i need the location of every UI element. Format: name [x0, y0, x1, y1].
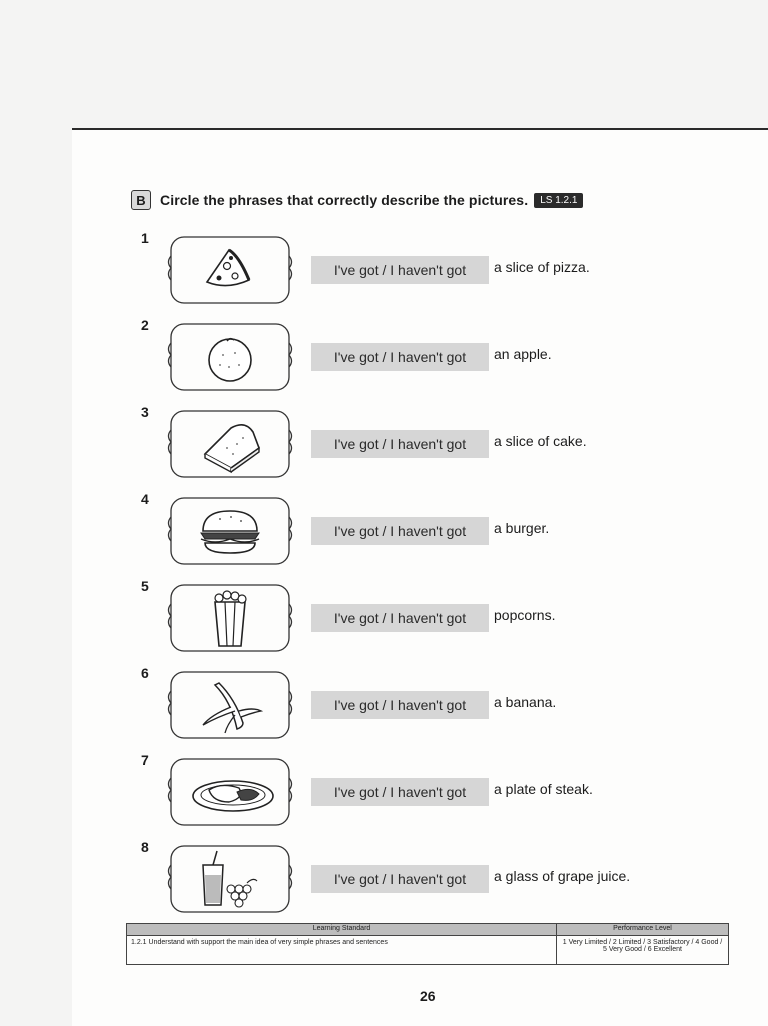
picture-frame: [165, 497, 295, 565]
steak-plate-icon: [193, 781, 273, 811]
worksheet-page: [72, 128, 768, 1026]
choice-phrase[interactable]: I've got / I haven't got: [311, 691, 489, 719]
choice-phrase[interactable]: I've got / I haven't got: [311, 517, 489, 545]
sentence-ending: an apple.: [494, 346, 552, 362]
item-number: 8: [141, 839, 149, 855]
page-number: 26: [420, 988, 436, 1004]
section-letter: B: [131, 190, 151, 210]
grape-juice-icon: [203, 851, 257, 907]
sentence-ending: a burger.: [494, 520, 550, 536]
exercise-item: [72, 317, 768, 404]
choice-phrase[interactable]: I've got / I haven't got: [311, 256, 489, 284]
learning-standard-badge: LS 1.2.1: [534, 193, 583, 208]
pizza-slice-icon: [207, 250, 249, 286]
picture-frame: [165, 758, 295, 826]
picture-frame: [165, 236, 295, 304]
bread-slice-icon: [205, 425, 259, 472]
exercise-item: [72, 404, 768, 491]
sentence-ending: popcorns.: [494, 607, 556, 623]
learning-standard-cell: 1.2.1 Understand with support the main idea of very simple phrases and sentences: [127, 936, 557, 964]
apple-icon: [209, 339, 251, 381]
exercise-item: [72, 752, 768, 839]
sentence-ending: a glass of grape juice.: [494, 868, 631, 884]
choice-phrase[interactable]: I've got / I haven't got: [311, 604, 489, 632]
picture-frame: [165, 845, 295, 913]
sentence-ending: a banana.: [494, 694, 557, 710]
table-row: [127, 936, 728, 964]
sentence-ending: a slice of pizza.: [494, 259, 590, 275]
sentence-ending: a slice of cake.: [494, 433, 587, 449]
item-number: 7: [141, 752, 149, 768]
instruction-text: Circle the phrases that correctly describe the pictures.: [160, 192, 529, 208]
performance-level-cell: 1 Very Limited / 2 Limited / 3 Satisfactory / 4 Good / 5 Very Good / 6 Excellent: [562, 939, 723, 953]
banana-icon: [203, 683, 261, 733]
exercise-item: [72, 839, 768, 926]
header-learning-standard: Learning Standard: [127, 924, 557, 935]
section-header: [131, 190, 583, 210]
choice-phrase[interactable]: I've got / I haven't got: [311, 430, 489, 458]
choice-phrase[interactable]: I've got / I haven't got: [311, 343, 489, 371]
exercise-item: [72, 491, 768, 578]
exercise-item: [72, 665, 768, 752]
picture-frame: [165, 584, 295, 652]
item-number: 6: [141, 665, 149, 681]
picture-frame: [165, 671, 295, 739]
header-performance-level: Performance Level: [613, 925, 672, 932]
picture-frame: [165, 410, 295, 478]
assessment-table: [126, 923, 729, 965]
burger-icon: [201, 511, 259, 553]
sentence-ending: a plate of steak.: [494, 781, 593, 797]
choice-phrase[interactable]: I've got / I haven't got: [311, 865, 489, 893]
item-number: 4: [141, 491, 149, 507]
item-number: 2: [141, 317, 149, 333]
exercise-item: [72, 578, 768, 665]
popcorn-icon: [215, 591, 246, 646]
picture-frame: [165, 323, 295, 391]
exercise-item: [72, 230, 768, 317]
table-header-row: [127, 924, 728, 936]
item-number: 3: [141, 404, 149, 420]
choice-phrase[interactable]: I've got / I haven't got: [311, 778, 489, 806]
item-number: 1: [141, 230, 149, 246]
item-number: 5: [141, 578, 149, 594]
